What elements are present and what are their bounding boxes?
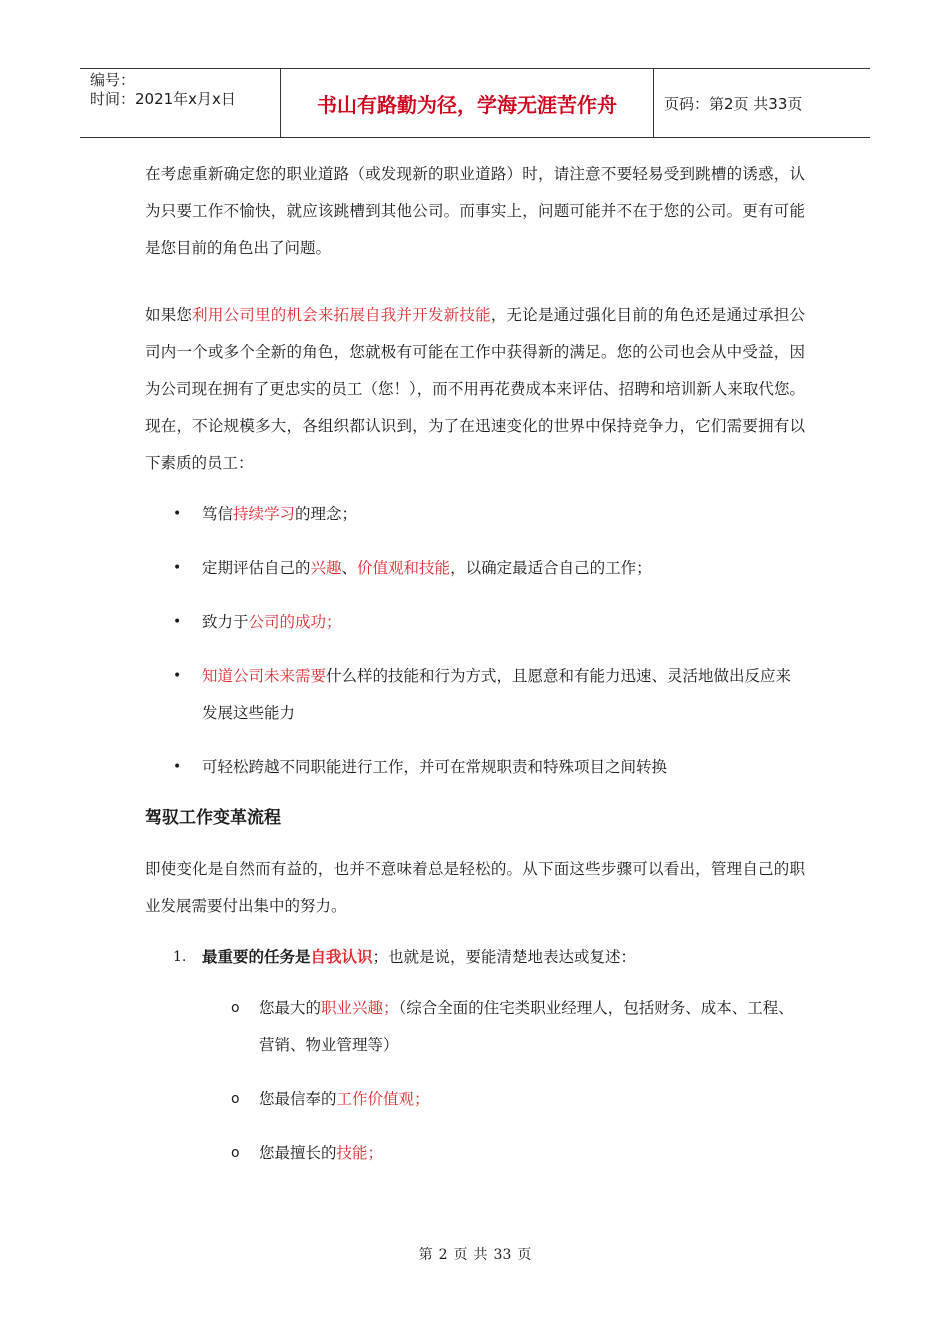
list-item [145, 496, 805, 533]
sub-text: （综合全面的住宅类职业经理人，包括财务、成本、工程、营销、物业管理等） [259, 999, 794, 1054]
list-item [145, 550, 805, 587]
bullet-highlight: 价值观和技能 [357, 559, 451, 577]
sub-text: 您最信奉的 [259, 1090, 337, 1108]
sub-bullet-icon: o [231, 1091, 240, 1107]
bullet-text: 的理念； [295, 505, 358, 523]
step-highlight: 自我认识 [310, 948, 373, 966]
list-item [145, 1081, 805, 1118]
paragraph-intro: 在考虑重新确定您的职业道路（或发现新的职业道路）时，请注意不要轻易受到跳槽的诱惑，认为只要工作不愉快，就应该跳槽到其他公司。而事实上，问题可能并不在于您的公司。更有可能是您目前的角色出了问题。 [145, 165, 805, 257]
section-title: 驾驭工作变革流程 [145, 808, 281, 828]
footer-text: 共 [473, 1247, 488, 1263]
para2-post: ，无论是通过强化目前的角色还是通过承担公司内一个或多个全新的角色，您就极有可能在工作中获得新的满足。您的公司也会从中受益，因为公司现在拥有了更忠实的员工（您！），而不用再花费成本来评估、招聘和培训新人来取代您。现在，不论规模多大，各组织都认识到，为了在迅速变化的世界中保持竞争力，它们需要拥有以下素质的员工： [145, 306, 805, 472]
sub-highlight: 职业兴趣； [321, 999, 399, 1017]
sub-highlight: 技能； [336, 1144, 384, 1162]
list-item [145, 658, 805, 732]
bullet-icon: • [173, 759, 182, 775]
sub-bullet-icon: o [231, 1000, 240, 1016]
footer-page-number: 2 [438, 1247, 448, 1263]
paragraph-change: 即使变化是自然而有益的，也并不意味着总是轻松的。从下面这些步骤可以看出，管理自己的职业发展需要付出集中的努力。 [145, 860, 805, 915]
footer-text: 第 [418, 1247, 433, 1263]
header-page-info: 页码：第2页 共33页 [664, 94, 803, 113]
sub-text: 您最擅长的 [259, 1144, 337, 1162]
list-item [145, 749, 805, 786]
sub-bullet-icon: o [231, 1145, 240, 1161]
self-knowledge-list [145, 990, 805, 1172]
header-number-label: 编号： [90, 71, 136, 89]
footer-total-pages: 33 [493, 1247, 512, 1263]
bullet-text: 致力于 [202, 613, 249, 631]
step-text: ；也就是说，要能清楚地表达或复述： [372, 948, 637, 966]
step-number: 1. [173, 949, 187, 965]
header-meta [80, 69, 281, 137]
header-motto: 书山有路勤为径，学海无涯苦作舟 [281, 69, 654, 137]
bullet-text: ，以确定最适合自己的工作； [450, 559, 652, 577]
step-item [145, 939, 805, 976]
bullet-text: 定期评估自己的 [202, 559, 311, 577]
header-date: 时间：2021年x月x日 [90, 90, 236, 108]
page-header [80, 68, 870, 138]
bullet-text: 、 [341, 559, 358, 577]
bullet-highlight: 兴趣 [310, 559, 342, 577]
bullet-text: 可轻松跨越不同职能进行工作，并可在常规职责和特殊项目之间转换 [202, 758, 668, 776]
para2-pre: 如果您 [145, 306, 193, 324]
bullet-icon: • [173, 506, 182, 522]
bullet-highlight: 持续学习 [233, 505, 296, 523]
para2-highlight: 利用公司里的机会来拓展自我并开发新技能 [192, 306, 491, 324]
paragraph-opportunity [145, 297, 805, 482]
sub-highlight: 工作价值观； [336, 1090, 430, 1108]
footer-text: 页 [517, 1247, 532, 1263]
page-footer [0, 1244, 950, 1264]
bullet-text: 笃信 [202, 505, 234, 523]
bullet-highlight: 知道公司未来需要 [202, 667, 327, 685]
list-item [145, 1135, 805, 1172]
bullet-icon: • [173, 614, 182, 630]
step-bold: 最重要的任务是 [202, 948, 311, 966]
bullet-icon: • [173, 560, 182, 576]
sub-text: 您最大的 [259, 999, 322, 1017]
bullet-icon: • [173, 668, 182, 684]
document-body [145, 156, 805, 1189]
bullet-text: 什么样的技能和行为方式，且愿意和有能力迅速、灵活地做出反应来发展这些能力 [202, 667, 792, 722]
list-item [145, 990, 805, 1064]
qualities-list [145, 496, 805, 786]
bullet-highlight: 公司的成功； [248, 613, 342, 631]
footer-text: 页 [453, 1247, 468, 1263]
list-item [145, 604, 805, 641]
